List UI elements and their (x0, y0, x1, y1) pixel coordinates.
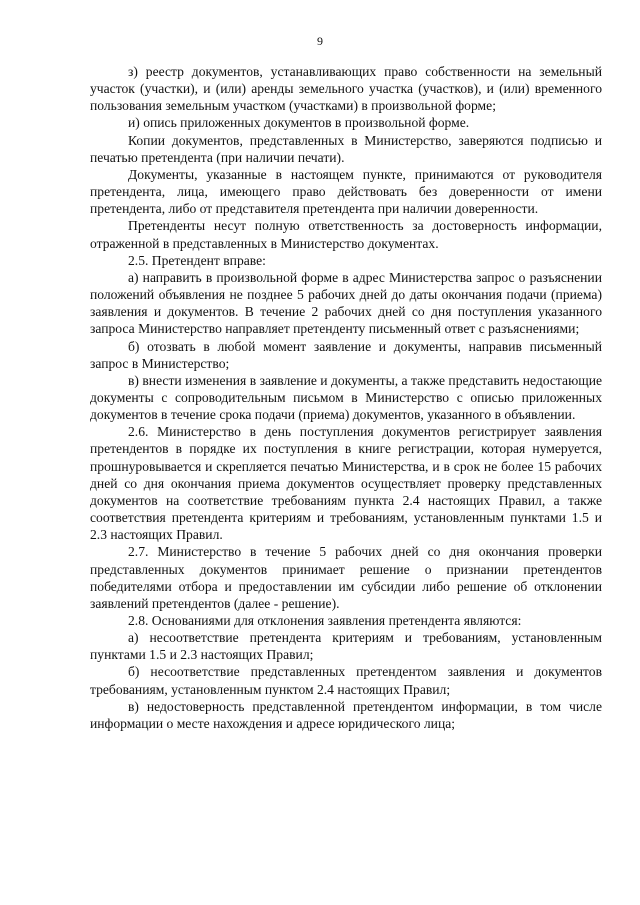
paragraph-2-8-a: а) несоответствие претендента критериям и требованиям, установленным пунктами 1.5 и 2.3 настоящих Правил; (90, 630, 602, 663)
paragraph-2-8-b: б) несоответствие представленных претендентом заявления и документов требованиям, установленным пунктом 2.4 настоящих Правил; (90, 664, 602, 697)
paragraph-item-z-registry: з) реестр документов, устанавливающих право собственности на земельный участок (участки), и (или) аренды земельного участка (участков), и (или) временного пользования земельным участком (участками) в произвольной форме; (90, 64, 602, 114)
paragraph-2-8-v: в) недостоверность представленной претендентом информации, в том числе информации о месте нахождения и адресе юридического лица; (90, 698, 602, 731)
paragraph-2-5-v: в) внести изменения в заявление и документы, а также представить недостающие документы с сопроводительным письмом в Министерство с описью приложенных документов в течение срока подачи (приема) документов, указанного в объявлении. (90, 372, 602, 423)
section-2-5-heading: 2.5. Претендент вправе: (128, 252, 266, 268)
page-number: 9 (317, 34, 323, 48)
section-2-6: 2.6. Министерство в день поступления документов регистрирует заявления претендентов в порядке их поступления в книге регистрации, которая нумеруется, прошнуровывается и скрепляется печатью Министерства, и в срок не более 15 рабочих дней со дня окончания приема документов осуществляет проверку представленных документов на соответствие требованиям пункта 2.4 настоящих Правил, а также соответствия претендента критериям и требованиям, установленным пунктами 1.5 и 2.3 настоящих Правил. (90, 424, 602, 543)
paragraph-documents-accepted: Документы, указанные в настоящем пункте, принимаются от руководителя претендента, лица, имеющего право действовать без доверенности от имени претендента, либо от представителя претендента при наличии доверенности. (90, 166, 602, 217)
section-2-7: 2.7. Министерство в течение 5 рабочих дней со дня окончания проверки представленных документов принимает решение о признании претендентов победителями отбора и предоставлении им субсидии либо решение об отклонении заявлений претендентов (далее - решение). (90, 544, 602, 611)
paragraph-2-5-a: а) направить в произвольной форме в адрес Министерства запрос о разъяснении положений объявления не позднее 5 рабочих дней до даты окончания подачи (приема) заявления и документов. В течение 2 рабочих дней со дня поступления указанного запроса Министерство направляет претенденту письменный ответ с разъяснениями; (90, 269, 602, 337)
paragraph-copies-certification: Копии документов, представленных в Министерство, заверяются подписью и печатью претендента (при наличии печати). (90, 132, 602, 165)
paragraph-responsibility: Претенденты несут полную ответственность за достоверность информации, отраженной в представленных в Министерство документах. (90, 218, 602, 251)
section-2-8-heading: 2.8. Основаниями для отклонения заявления претендента являются: (128, 613, 522, 628)
body-text (90, 63, 602, 732)
paragraph-2-5-b: б) отозвать в любой момент заявление и документы, направив письменный запрос в Министерство; (90, 338, 602, 371)
paragraph-item-i-inventory: и) опись приложенных документов в произвольной форме. (128, 115, 470, 131)
